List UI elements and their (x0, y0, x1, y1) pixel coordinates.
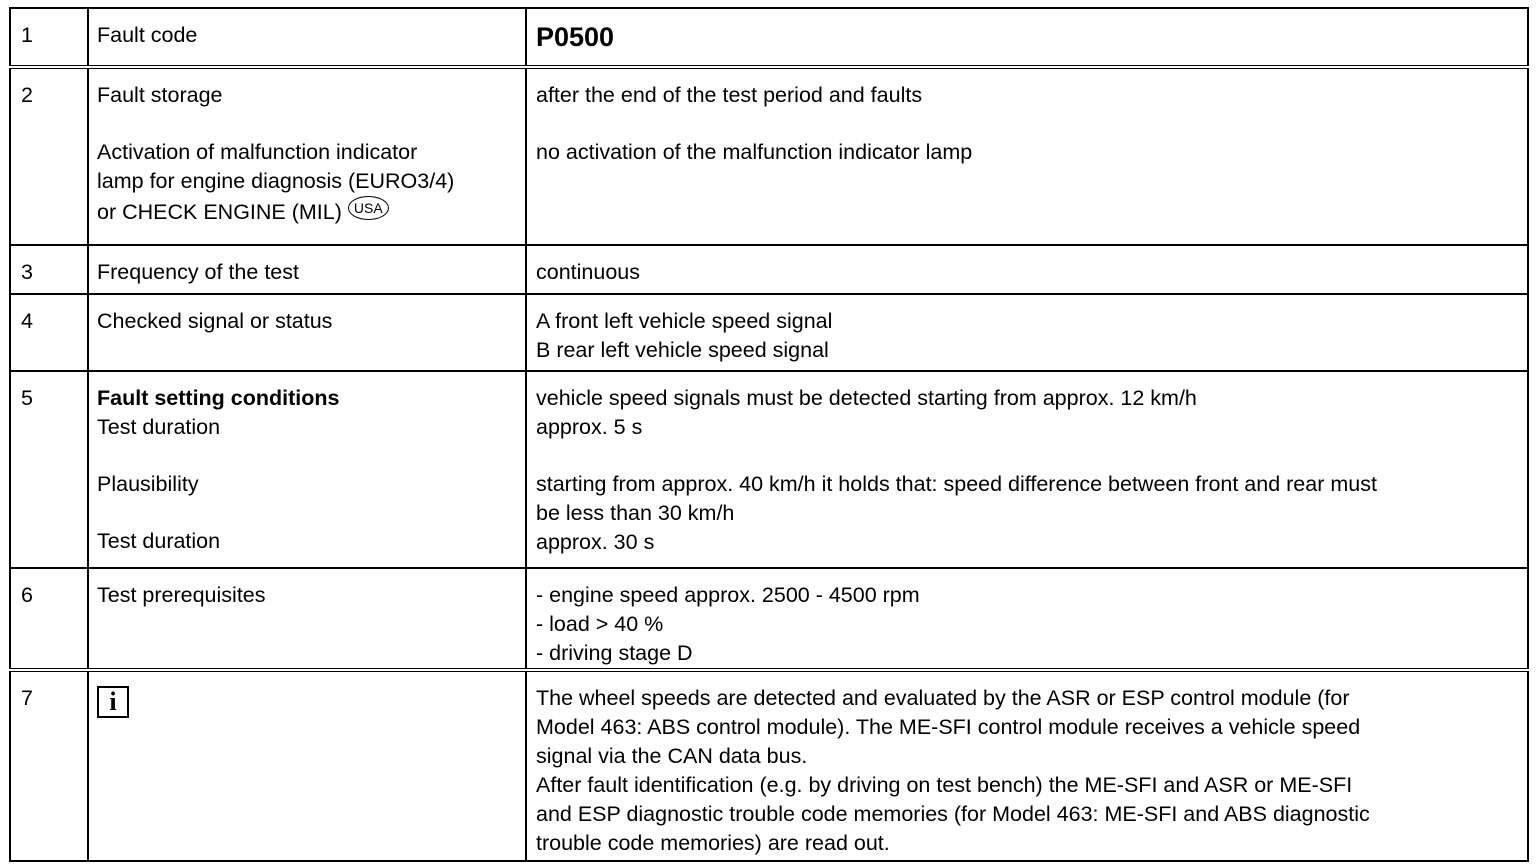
row-number: 7 (21, 686, 33, 710)
field-value: no activation of the malfunction indicator lamp (536, 140, 973, 164)
field-value: signal via the CAN data bus. (536, 744, 808, 768)
field-value: continuous (536, 260, 640, 284)
row-number: 1 (21, 23, 33, 47)
table-row (10, 294, 1528, 371)
field-value: approx. 30 s (536, 530, 655, 554)
field-label: Frequency of the test (97, 260, 299, 284)
field-value: vehicle speed signals must be detected starting from approx. 12 km/h (536, 386, 1197, 410)
section-heading: Fault setting conditions (97, 386, 340, 410)
fault-code-sheet (9, 7, 1521, 862)
field-label: Activation of malfunction indicator (97, 140, 418, 164)
field-value: B rear left vehicle speed signal (536, 338, 829, 362)
field-label: Fault storage (97, 83, 223, 107)
fault-code-value: P0500 (536, 22, 615, 52)
field-value: - engine speed approx. 2500 - 4500 rpm (536, 583, 920, 607)
field-value: starting from approx. 40 km/h it holds that: speed difference between front and rear must (536, 472, 1377, 496)
field-value: - driving stage D (536, 641, 693, 665)
row-number: 3 (21, 260, 33, 284)
table-row (10, 371, 1528, 568)
field-label: Checked signal or status (97, 309, 333, 333)
field-value: After fault identification (e.g. by driving on test bench) the ME-SFI and ASR or ME-SFI (536, 773, 1353, 797)
field-value: The wheel speeds are detected and evaluated by the ASR or ESP control module (for (536, 686, 1350, 710)
table-row (10, 8, 1528, 67)
field-label: Fault code (97, 23, 198, 47)
field-label: Plausibility (97, 472, 199, 496)
row-number: 6 (21, 583, 33, 607)
field-value: Model 463: ABS control module). The ME-SFI control module receives a vehicle speed (536, 715, 1361, 739)
field-value: trouble code memories) are read out. (536, 831, 890, 855)
field-label: Test prerequisites (97, 583, 266, 607)
field-value: after the end of the test period and faults (536, 83, 923, 107)
row-number: 5 (21, 386, 33, 410)
field-label: Test duration (97, 529, 221, 553)
field-value: be less than 30 km/h (536, 501, 735, 525)
field-label: Test duration (97, 415, 221, 439)
table-row (10, 670, 1528, 861)
field-value: A front left vehicle speed signal (536, 309, 833, 333)
field-label: lamp for engine diagnosis (EURO3/4) (97, 169, 455, 193)
row-number: 2 (21, 83, 33, 107)
row-number: 4 (21, 309, 33, 333)
field-label: or CHECK ENGINE (MIL) (97, 200, 342, 224)
table-row (10, 67, 1528, 245)
usa-badge: USA (348, 196, 389, 220)
field-value: - load > 40 % (536, 612, 664, 636)
fault-table (9, 7, 1529, 862)
field-value: and ESP diagnostic trouble code memories (for Model 463: ME-SFI and ABS diagnostic (536, 802, 1370, 826)
table-row (10, 568, 1528, 670)
field-value: approx. 5 s (536, 415, 643, 439)
table-row (10, 245, 1528, 294)
info-icon: i (97, 686, 129, 718)
